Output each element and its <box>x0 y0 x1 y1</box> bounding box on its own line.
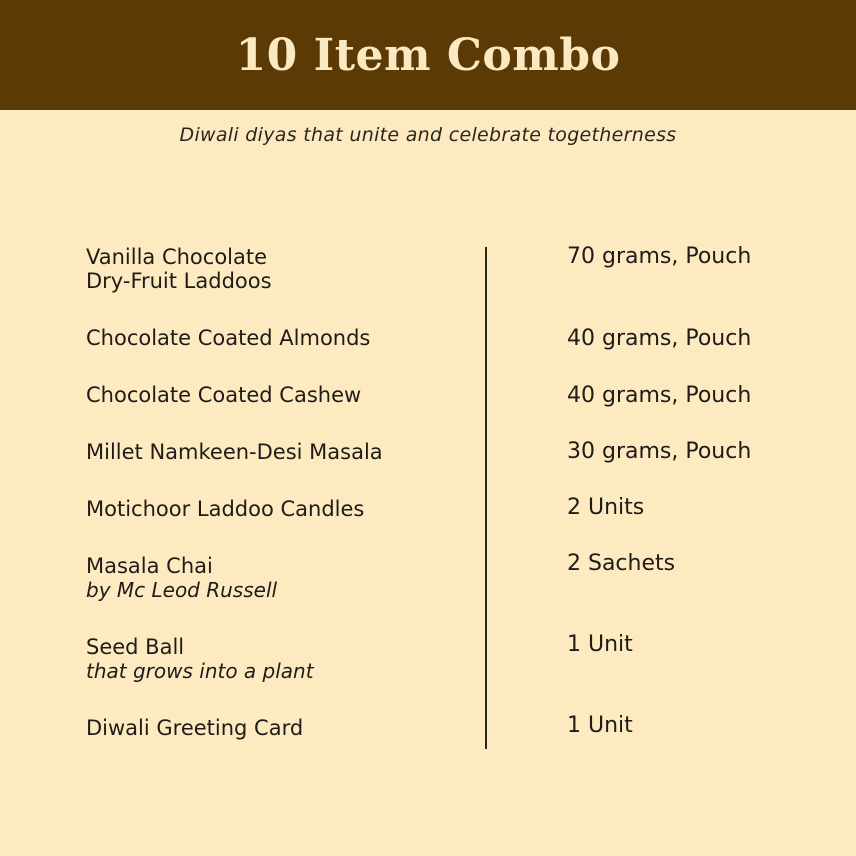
item-quantity: 2 Units <box>567 495 645 520</box>
column-divider <box>485 247 487 749</box>
page-title: 10 Item Combo <box>235 29 621 81</box>
item-quantity: 30 grams, Pouch <box>567 439 752 464</box>
item-name-motichoor-candles: Motichoor Laddoo Candles <box>86 497 365 521</box>
item-name-millet-namkeen: Millet Namkeen-Desi Masala <box>86 440 383 464</box>
item-name-seed-ball <box>86 635 314 683</box>
item-quantity: 40 grams, Pouch <box>567 326 752 351</box>
item-quantity: 70 grams, Pouch <box>567 244 752 269</box>
item-quantity: 2 Sachets <box>567 551 676 576</box>
item-note: by Mc Leod Russell <box>86 578 278 602</box>
item-quantity: 1 Unit <box>567 713 633 738</box>
item-name-line: Seed Ball <box>86 635 185 659</box>
item-name-masala-chai <box>86 554 277 602</box>
item-note: that grows into a plant <box>86 659 314 683</box>
subtitle: Diwali diyas that unite and celebrate togetherness <box>179 124 677 146</box>
item-name-line: Dry-Fruit Laddoos <box>86 269 272 293</box>
item-quantity: 1 Unit <box>567 632 633 657</box>
item-name-line: Vanilla Chocolate <box>86 245 268 269</box>
item-name-chocolate-almonds: Chocolate Coated Almonds <box>86 326 371 350</box>
item-name-vanilla-chocolate-laddoos <box>86 245 272 293</box>
item-name-chocolate-cashew: Chocolate Coated Cashew <box>86 383 362 407</box>
item-quantity: 40 grams, Pouch <box>567 383 752 408</box>
header-banner <box>0 0 856 110</box>
item-name-greeting-card: Diwali Greeting Card <box>86 716 304 740</box>
item-name-line: Masala Chai <box>86 554 213 578</box>
